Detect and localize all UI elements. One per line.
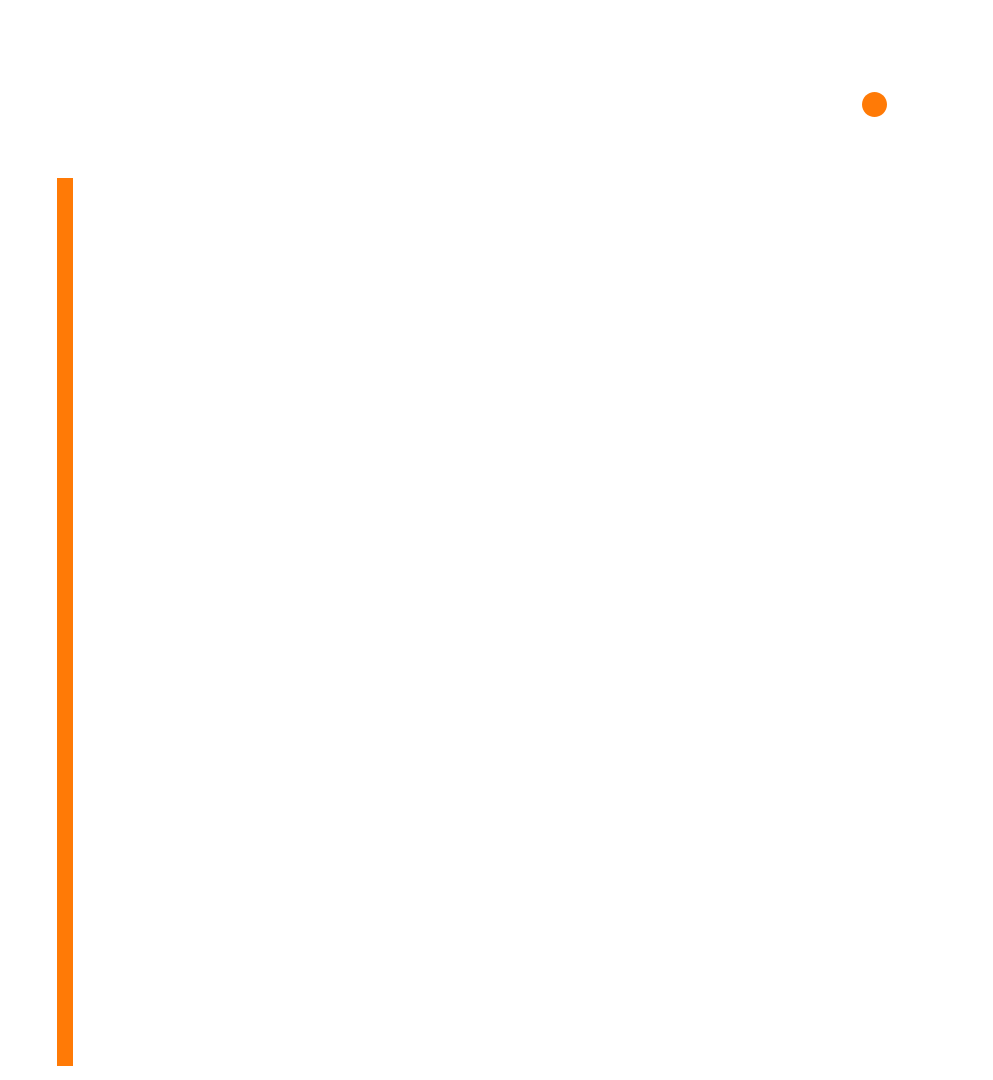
- status-dot-icon: [862, 92, 887, 117]
- accent-bar: [57, 178, 73, 1066]
